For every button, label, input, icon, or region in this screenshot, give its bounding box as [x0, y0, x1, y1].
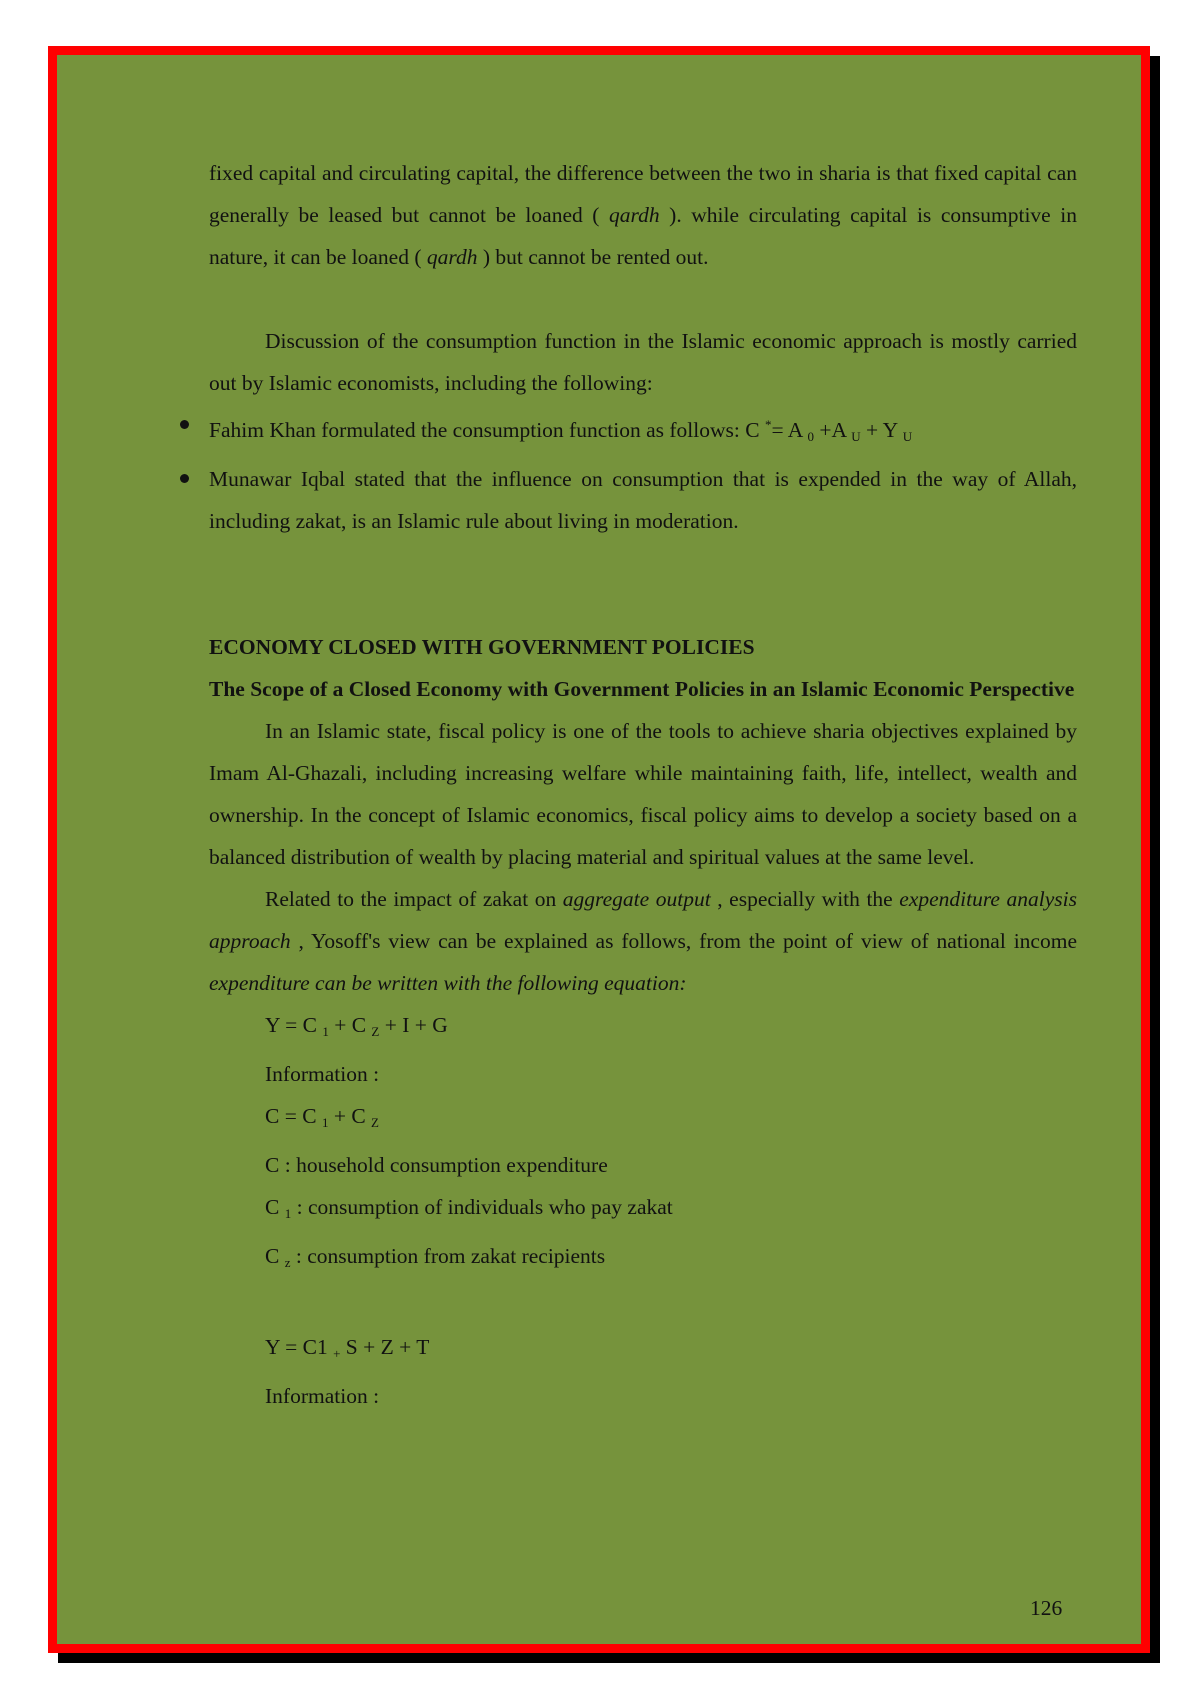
paragraph-fiscal-policy: In an Islamic state, fiscal policy is one of the tools to achieve sharia objectives explained by Imam Al-Ghazali, including increasing welfare while maintaining faith, life, intellect, wealth and ownership. In the concept of Islamic economics, fiscal policy aims to develop a society based on a balanced distribution of wealth by placing material and spiritual values at the same level.	[209, 719, 1077, 869]
paragraph-consumption-function: Discussion of the consumption function in the Islamic economic approach is mostly carried out by Islamic economists, including the following:	[209, 329, 1077, 395]
equation-income-allocation: Y = C1 $_+$ S + Z + T	[265, 1335, 430, 1361]
list-item: Fahim Khan formulated the consumption function as follows: C *= A $_0$ +A $_U$ + Y $_U$	[209, 404, 1077, 458]
equation-consumption: C = C $_1$ + C $_Z$	[265, 1104, 379, 1130]
bullet-icon	[180, 474, 189, 483]
economist-list	[209, 404, 1077, 542]
section-subheading: The Scope of a Closed Economy with Government Policies in an Islamic Economic Perspective	[209, 677, 1075, 701]
information-label: Information :	[265, 1062, 380, 1086]
definition-cz: C $_z$ : consumption from zakat recipients	[265, 1244, 606, 1270]
page-content	[209, 152, 1077, 1417]
paragraph-capital: fixed capital and circulating capital, the difference between the two in sharia is that fixed capital can generally be leased but cannot be loaned ( qardh ). while circulating capital is consumptive in nature, it can be loaned ( qardh ) but cannot be rented out.	[209, 161, 1077, 269]
section-heading: ECONOMY CLOSED WITH GOVERNMENT POLICIES	[209, 635, 755, 659]
definition-c1: C $_1$ : consumption of individuals who pay zakat	[265, 1195, 673, 1221]
definition-c: C : household consumption expenditure	[265, 1153, 608, 1177]
bullet-icon	[180, 420, 189, 429]
paragraph-zakat-impact: Related to the impact of zakat on aggregate output , especially with the expenditure analysis approach , Yosoff's view can be explained as follows, from the point of view of national income expenditure can be written with the following equation:	[209, 887, 1077, 995]
equation-national-income: Y = C $_1$ + C $_Z$ + I + G	[265, 1013, 448, 1039]
page-number: 126	[1030, 1596, 1063, 1620]
information-label: Information :	[265, 1384, 380, 1408]
list-item: Munawar Iqbal stated that the influence on consumption that is expended in the way of Allah, including zakat, is an Islamic rule about living in moderation.	[209, 458, 1077, 542]
